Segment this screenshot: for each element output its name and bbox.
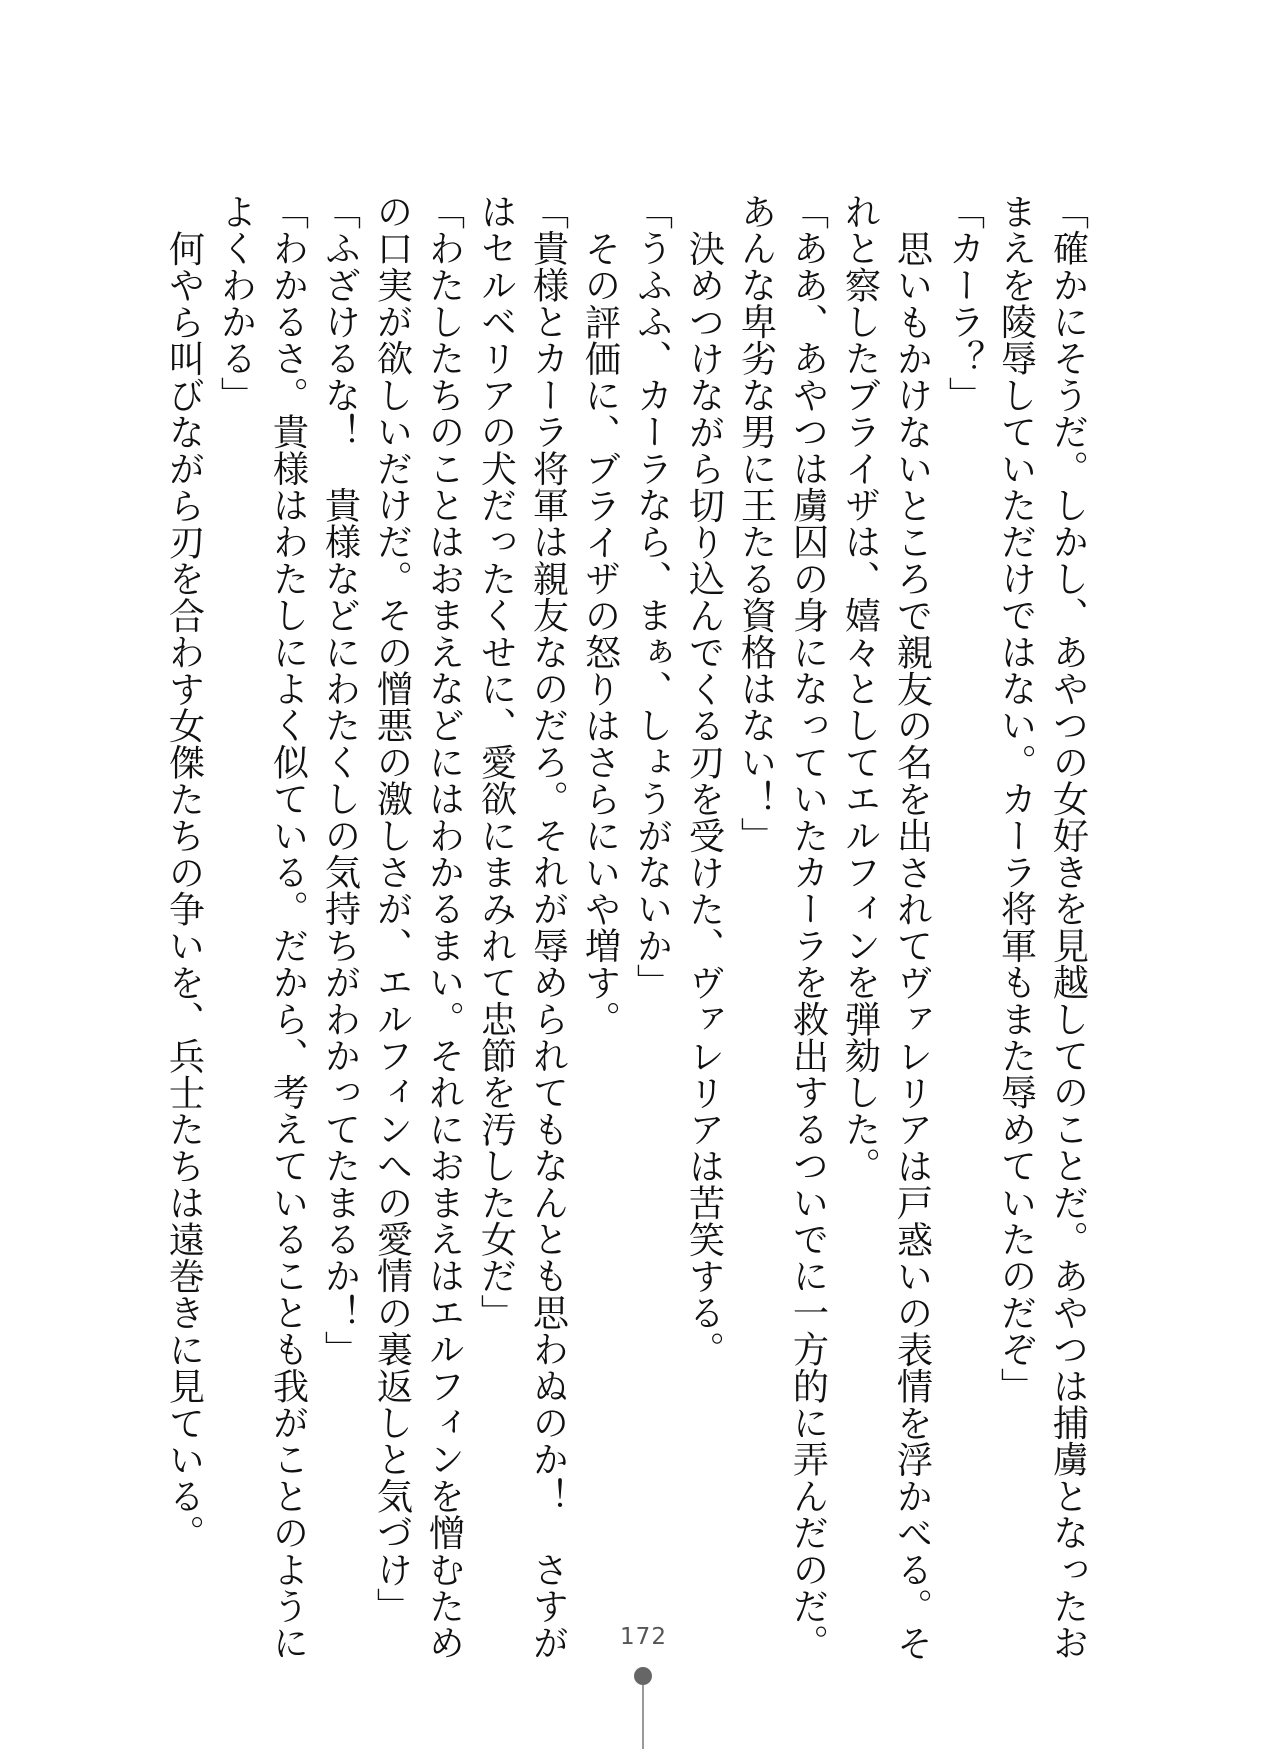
page-marker-line <box>642 1685 644 1749</box>
text-line: 何やら叫びながら刃を合わす女傑たちの争いを、兵士たちは遠巻きに見ている。 <box>163 230 206 1552</box>
text-line: 「貴様とカーラ将軍は親友なのだろ。それが辱められてもなんとも思わぬのか！ さすが <box>527 193 570 1661</box>
text-line: 決めつけながら切り込んでくる刃を受けた、ヴァレリアは苦笑する。 <box>683 230 726 1368</box>
text-line: あんな卑劣な男に王たる資格はない！」 <box>735 193 778 854</box>
page-number: 172 <box>620 1624 667 1650</box>
text-line: はセルベリアの犬だったくせに、愛欲にまみれて忠節を汚した女だ」 <box>475 193 518 1331</box>
text-line: の口実が欲しいだけだ。その憎悪の激しさが、エルフィンへの愛情の裏返しと気づけ」 <box>371 193 414 1625</box>
text-line: 「カーラ？」 <box>943 193 986 414</box>
text-line: 「うふふ、カーラなら、まぁ、しょうがないか」 <box>631 193 674 1001</box>
text-line: よくわかる」 <box>215 193 258 414</box>
text-line: まえを陵辱していただけではない。カーラ将軍もまた辱めていたのだぞ」 <box>995 193 1038 1405</box>
text-line: 「ああ、あやつは虜囚の身になっていたカーラを救出するついでに一方的に弄んだのだ。 <box>787 193 830 1661</box>
text-line: 「ふざけるな！ 貴様などにわたくしの気持ちがわかってたまるか！」 <box>319 193 362 1368</box>
text-line: 思いもかけないところで親友の名を出されてヴァレリアは戸惑いの表情を浮かべる。そ <box>891 230 934 1662</box>
text-line: 「確かにそうだ。しかし、あやつの女好きを見越してのことだ。あやつは捕虜となったお <box>1047 193 1090 1661</box>
text-line: その評価に、ブライザの怒りはさらにいや増す。 <box>579 230 622 1038</box>
text-line: 「わかるさ。貴様はわたしによく似ている。だから、考えていることも我がことのように <box>267 193 310 1661</box>
page-marker-dot <box>634 1667 652 1685</box>
text-line: れと察したブライザは、嬉々としてエルフィンを弾劾した。 <box>839 193 882 1184</box>
text-line: 「わたしたちのことはおまえなどにはわかるまい。それにおまえはエルフィンを憎むため <box>423 193 466 1661</box>
